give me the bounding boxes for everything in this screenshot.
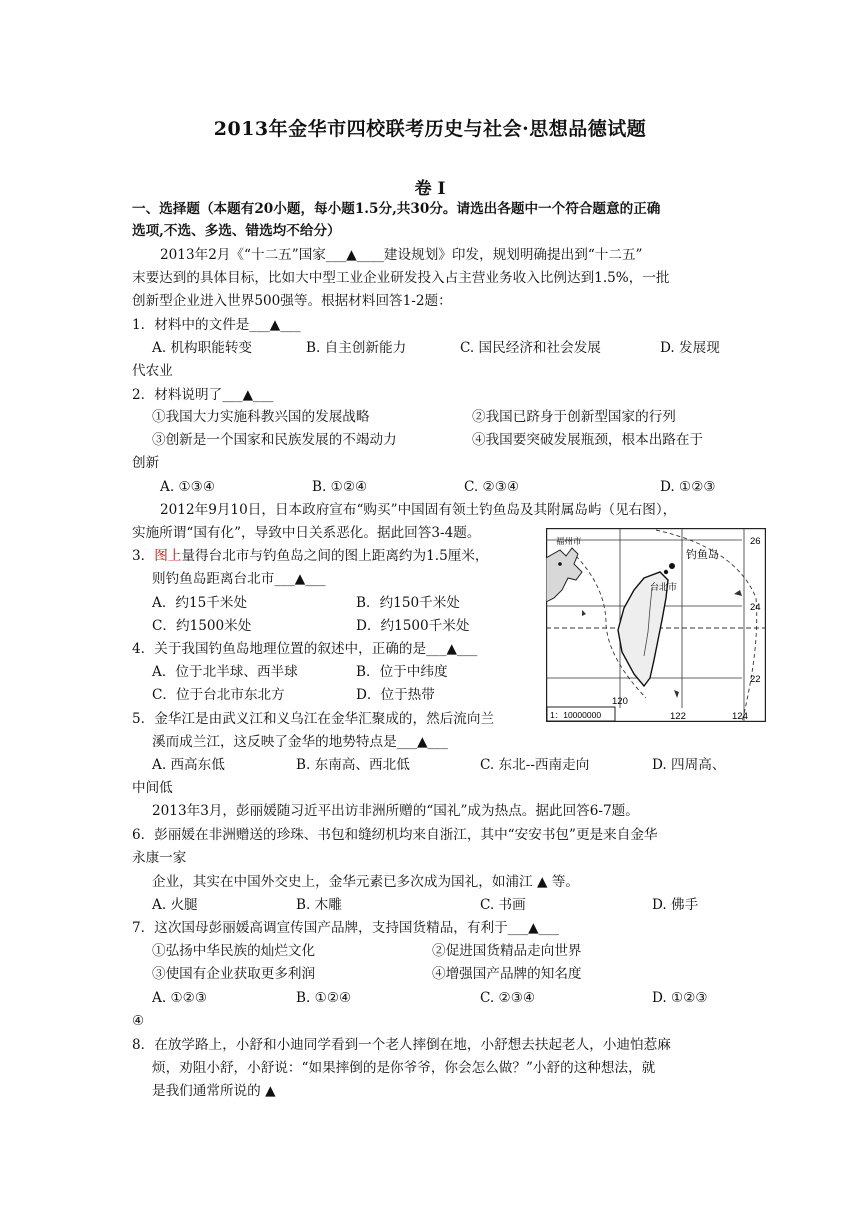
section-heading-line1: 一、选择题（本题有20小题，每小题1.5分,共30分。请选出各题中一个符合题意的正确 <box>132 201 661 217</box>
intro1-line3: 创新型企业进入世界500强等。根据材料回答1-2题： <box>132 293 452 309</box>
q5-stem-line1: 5．金华江是由武义江和义乌江在金华汇聚成的，然后流向兰 <box>132 711 495 727</box>
q8-line2: 烦，劝阻小舒，小舒说：“如果摔倒的是你爷爷，你会怎么做？”小舒的这种想法，就 <box>152 1060 656 1076</box>
q3-number: 3． <box>132 548 155 564</box>
q7-option-a: A. ①②③ <box>152 990 208 1006</box>
q5-option-b: B. 东南高、西北低 <box>296 757 410 773</box>
label-diaoyu: 钓鱼岛 <box>686 549 719 561</box>
q2-option-c: C. ②③④ <box>464 479 520 495</box>
q1-option-d: D. 发展现 <box>660 340 720 356</box>
intro1-line2: 末要达到的具体目标，比如大中型工业企业研发投入占主营业务收入比例达到1.5%，一批 <box>132 270 670 286</box>
q3-option-a: A．约15千米处 <box>152 595 248 611</box>
q6-option-c: C. 书画 <box>480 897 526 913</box>
q5-option-d-cont: 中间低 <box>132 780 173 796</box>
q7-option-d: D. ①②③ <box>652 990 708 1006</box>
q7-option-d-cont: ④ <box>132 1013 145 1029</box>
label-lat26: 26 <box>750 536 761 547</box>
label-lat24: 24 <box>750 602 761 613</box>
label-scale: 1：10000000 <box>550 710 602 720</box>
page-title: 2013年金华市四校联考历史与社会·思想品德试题 <box>213 118 647 140</box>
q2-statement-3: ③创新是一个国家和民族发展的不竭动力 <box>152 432 397 448</box>
q1-option-a: A. 机构职能转变 <box>152 340 253 356</box>
q3-option-b: B．约150千米处 <box>356 595 460 611</box>
q7-statement-3: ③使国有企业获取更多利润 <box>152 966 316 982</box>
q3-option-c: C．约1500米处 <box>152 618 252 634</box>
q7-statement-1: ①弘扬中华民族的灿烂文化 <box>152 943 316 959</box>
q7-option-c: C. ②③④ <box>480 990 536 1006</box>
q4-stem: 4．关于我国钓鱼岛地理位置的叙述中，正确的是___▲___ <box>132 641 478 657</box>
q4-option-c: C．位于台北市东北方 <box>152 687 285 703</box>
q1-option-b: B. 自主创新能力 <box>306 340 407 356</box>
q4-option-d: D．位于热带 <box>356 687 435 703</box>
q1-option-c: C. 国民经济和社会发展 <box>460 340 601 356</box>
q6-option-d: D. 佛手 <box>652 897 699 913</box>
label-lon124: 124 <box>732 711 748 722</box>
q2-statement-2: ②我国已跻身于创新型国家的行列 <box>472 409 676 425</box>
q3-highlight: 图上 <box>154 548 182 564</box>
q8-line3: 是我们通常所说的 ▲ <box>152 1083 276 1099</box>
label-lon120: 120 <box>612 696 628 707</box>
taipei-marker <box>664 570 668 574</box>
q4-option-b: B．位于中纬度 <box>356 664 448 680</box>
q2-statement-4: ④我国要突破发展瓶颈，根本出路在于 <box>472 432 704 448</box>
label-lon122: 122 <box>670 711 686 722</box>
q6-option-b: B. 木雕 <box>296 897 342 913</box>
q2-option-a: A. ①③④ <box>160 479 216 495</box>
q2-stem: 2．材料说明了___▲___ <box>132 387 274 403</box>
q7-statement-2: ②促进国货精品走向世界 <box>432 943 582 959</box>
q3-stem-text: 量得台北市与钓鱼岛之间的图上距离约为1.5厘米， <box>181 548 489 564</box>
intro2-line1: 2012年9月10日，日本政府宣布“购买”中国固有领土钓鱼岛及其附属岛屿（见右图）， <box>160 502 677 518</box>
q2-option-b: B. ①②④ <box>312 479 368 495</box>
q7-stem: 7．这次国母彭丽媛高调宣传国产品牌，支持国货精品，有利于___▲___ <box>132 920 559 936</box>
label-lat22: 22 <box>750 674 761 685</box>
volume-heading: 卷 Ⅰ <box>414 179 446 199</box>
q3-stem <box>132 545 489 567</box>
q5-option-d: D. 四周高、 <box>652 757 726 773</box>
q3-stem-line2: 则钓鱼岛距离台北市___▲___ <box>152 571 326 587</box>
q6-stem-line1: 6．彭丽媛在非洲赠送的珍珠、书包和缝纫机均来自浙江，其中“安安书包”更是来自金华 <box>132 827 658 843</box>
intro2-line2: 实施所谓“国有化”，导致中日关系恶化。据此回答3-4题。 <box>132 525 481 541</box>
label-fuzhou: 福州市 <box>556 536 582 546</box>
q6-stem-line2: 永康一家 <box>132 850 187 866</box>
intro1-line1: 2013年2月《“十二五”国家___▲____建设规划》印发，规划明确提出到“十二五” <box>160 247 643 263</box>
q7-statement-4: ④增强国产品牌的知名度 <box>432 966 582 982</box>
q2-option-d: D. ①②③ <box>660 479 716 495</box>
q3-option-d: D．约1500千米处 <box>356 618 470 634</box>
q5-option-a: A. 西高东低 <box>152 757 225 773</box>
q8-line1: 8．在放学路上，小舒和小迪同学看到一个老人摔倒在地，小舒想去扶起老人，小迪怕惹麻 <box>132 1037 671 1053</box>
diaoyu-island-map <box>546 528 766 722</box>
section-heading-line2: 选项,不选、多选、错选均不给分） <box>132 223 341 239</box>
q4-option-a: A．位于北半球、西半球 <box>152 664 298 680</box>
q2-statement-1: ①我国大力实施科教兴国的发展战略 <box>152 409 370 425</box>
q2-statement-4-cont: 创新 <box>132 455 160 471</box>
fuzhou-marker <box>558 562 562 566</box>
q1-stem: 1．材料中的文件是___▲___ <box>132 317 301 333</box>
q5-stem-line2: 溪而成兰江，这反映了金华的地势特点是___▲___ <box>152 734 448 750</box>
diaoyu-island-marker <box>669 563 675 569</box>
q1-option-d-cont: 代农业 <box>132 363 173 379</box>
label-taipei: 台北市 <box>650 582 678 592</box>
q7-option-b: B. ①②④ <box>296 990 352 1006</box>
q6-option-a: A. 火腿 <box>152 897 198 913</box>
intro3: 2013年3月，彭丽媛随习近平出访非洲所赠的“国礼”成为热点。据此回答6-7题。 <box>152 803 639 819</box>
q6-stem-line3: 企业，其实在中国外交史上，金华元素已多次成为国礼，如浦江 ▲ 等。 <box>152 874 579 890</box>
q5-option-c: C. 东北--西南走向 <box>480 757 590 773</box>
